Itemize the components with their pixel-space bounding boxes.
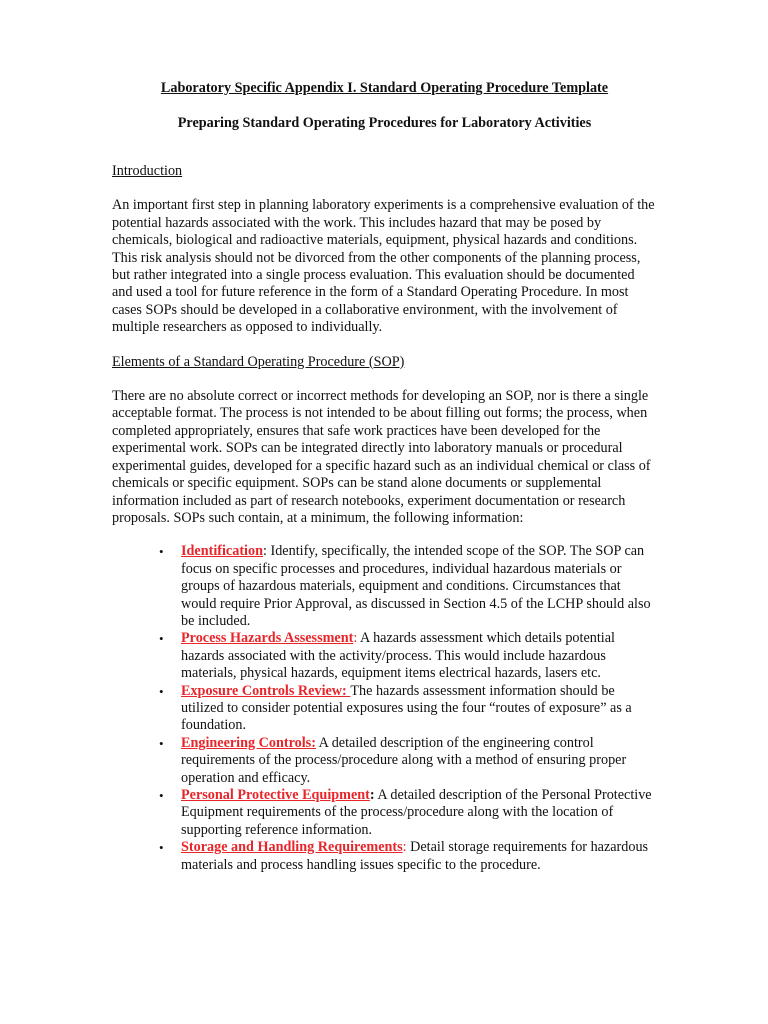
introduction-paragraph: An important first step in planning laboratory experiments is a comprehensive evaluation of the potential hazards associated with the work. This includes hazard that may be posed by chemicals, biological and radioactive materials, equipment, physical hazards and conditions. This risk analysis should not be divorced from the other components of the planning process, but rather integrated into a single process evaluation. This evaluation should be documented and used a tool for future reference in the form of a Standard Operating Procedure. In most cases SOPs should be developed in a collaborative environment, with the involvement of multiple researchers as opposed to individually. (112, 197, 655, 336)
list-item-storage-and-handling-requirements (159, 839, 657, 874)
sop-elements-list (112, 543, 657, 874)
list-item-exposure-controls-review (159, 682, 657, 735)
item-description: A detailed description of the engineering control requirements of the process/procedure along with a method of ensuring proper operation and efficacy. (181, 734, 627, 786)
list-item-personal-protective-equipment (159, 787, 657, 839)
item-term: Personal Protective Equipment (181, 787, 370, 803)
document-page (112, 79, 657, 874)
bullet-icon: • (159, 840, 164, 856)
bullet-icon: • (159, 788, 164, 803)
list-item-process-hazards-assessment (159, 630, 657, 682)
item-description: Identify, specifically, the intended scope of the SOP. The SOP can focus on specific processes and procedures, individual hazardous materials or groups of hazardous materials, equipment and conditions. Circumstances that would require Prior Approval, as discussed in Section 4.5 of the LCHP should also be included. (181, 543, 651, 629)
item-term: Engineering Controls: (181, 734, 316, 751)
item-term: Exposure Controls Review: (181, 682, 351, 699)
item-description: A detailed description of the Personal Protective Equipment requirements of the process/procedure along with the location of supporting reference information. (181, 787, 652, 838)
list-item-identification (159, 543, 657, 630)
item-term: Process Hazards Assessment (181, 630, 354, 647)
item-term: Identification (181, 543, 263, 560)
item-separator: : (353, 630, 358, 647)
bullet-icon: • (159, 544, 164, 560)
item-description: The hazards assessment information should be utilized to consider potential exposures using the four “routes of exposure” as a foundation. (181, 682, 632, 734)
introduction-heading: Introduction (112, 163, 183, 179)
item-term: Storage and Handling Requirements (181, 839, 403, 856)
bullet-icon: • (159, 631, 164, 647)
document-subtitle: Preparing Standard Operating Procedures for Laboratory Activities (177, 115, 592, 131)
elements-paragraph: There are no absolute correct or incorrect methods for developing an SOP, nor is there a single acceptable format. The process is not intended to be about filling out forms; the process, when completed appropriately, ensures that safe work practices have been developed for the experimental work. SOPs can be integrated directly into laboratory manuals or procedural experimental guides, developed for a specific hazard such as an individual chemical or class of chemicals or specific equipment. SOPs can be stand alone documents or supplemental information included as part of research notebooks, experiment documentation or research proposals. SOPs such contain, at a minimum, the following information: (112, 388, 651, 526)
list-item-engineering-controls (159, 734, 657, 787)
bullet-icon: • (159, 735, 164, 751)
item-separator: : (402, 839, 407, 856)
item-description: A hazards assessment which details potential hazards associated with the activity/process. This would include hazardous materials, physical hazards, equipment items electrical hazards, lasers etc. (181, 630, 615, 682)
bullet-icon: • (159, 683, 164, 699)
item-description: Detail storage requirements for hazardous materials and process handling issues specific to the procedure. (181, 839, 649, 873)
document-title: Laboratory Specific Appendix I. Standard Operating Procedure Template (160, 80, 609, 96)
item-separator: : (262, 543, 267, 560)
elements-heading: Elements of a Standard Operating Procedure (SOP) (112, 353, 405, 370)
item-separator: : (369, 787, 375, 803)
